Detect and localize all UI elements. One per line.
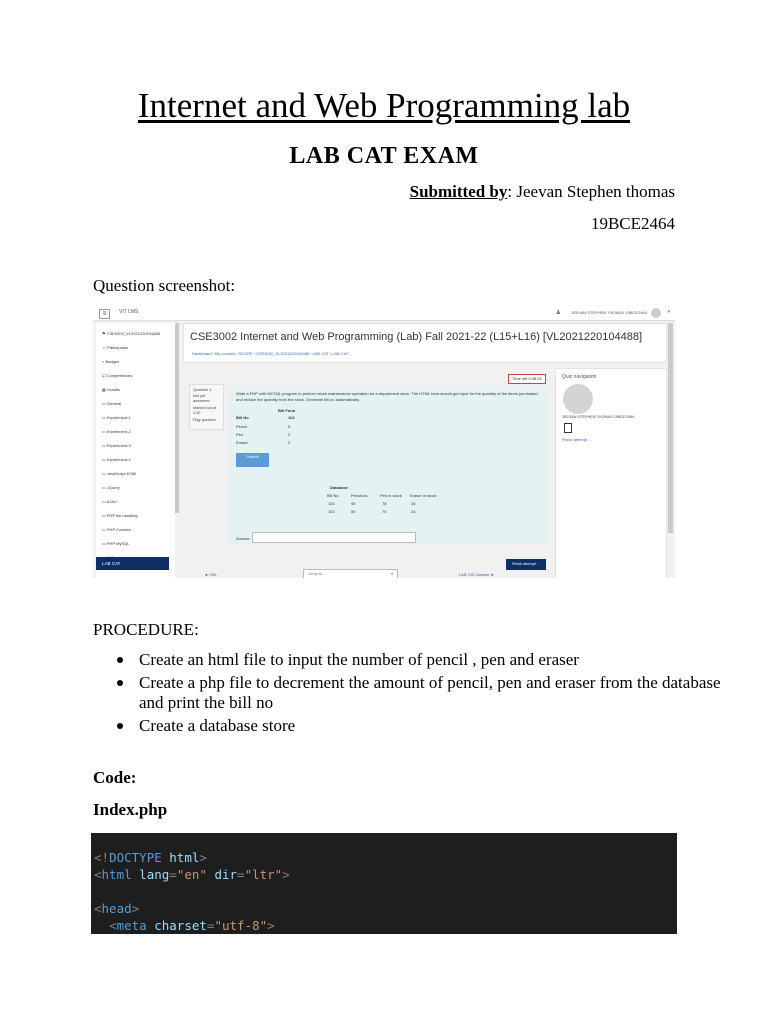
db-header: Penstock (351, 493, 368, 498)
question-state: Not yet (193, 394, 206, 398)
code-block (91, 833, 677, 934)
registration-number: 19BCE2464 (590, 214, 675, 233)
database-title: Database (330, 485, 348, 490)
submit-button: Submit (236, 453, 269, 467)
procedure-heading: PROCEDURE: (93, 620, 199, 639)
procedure-item: Create a php file to decrement the amount of pencil, pen and eraser from the database and print the bill no (139, 673, 739, 713)
code-heading: Code: (93, 768, 137, 787)
chevron-down-icon: ▾ (667, 309, 670, 315)
db-cell: 95 (351, 501, 356, 506)
sidebar-item: ⚑ CSE3002_VL2021220104488 (102, 331, 160, 336)
question-text: Write a PHP with MYSQL program to perform stock maintenance operation for a department store. The HTML form should get input for the quantity of the items purchased and reduce the quantity from the stock. Generate bill no automatically. (236, 391, 538, 402)
procedure-item: Create a database store (139, 716, 739, 736)
question-marks-label: Marked out of (193, 406, 217, 410)
answer-label: Answer: (236, 536, 251, 541)
file-heading: Index.php (93, 800, 168, 819)
bill-form-label: Eraser (236, 440, 248, 445)
question-number: Question 1 (193, 388, 212, 392)
code-line: <!DOCTYPE html> (94, 850, 207, 865)
sidebar-item: ▭ PHP file handling (102, 513, 138, 518)
sidebar-item: ▭ Experiment-4 (102, 457, 131, 462)
bill-form-value: 5 (288, 424, 291, 429)
code-line: <meta charset="utf-8"> (109, 918, 275, 933)
quiz-nav-finish-link: Finish attempt ... (562, 437, 592, 442)
lms-brand: VIT LMS (119, 309, 139, 315)
jump-to-select: Jump to... ▾ (303, 569, 398, 578)
bill-form-label: Pencil (236, 424, 247, 429)
question-marks: 1.00 (193, 411, 201, 415)
sidebar-item: ▭ AJAX (102, 499, 117, 504)
procedure-list (93, 650, 739, 739)
db-cell: 75 (382, 509, 387, 514)
procedure-item: Create an html file to input the number of pencil , pen and eraser (139, 650, 739, 670)
question-screenshot-label: Question screenshot: (93, 276, 236, 295)
db-header: Eraser in stock (410, 493, 437, 498)
user-avatar (651, 308, 661, 318)
lms-screenshot (93, 306, 675, 578)
sidebar-item: ▭ Experiment-1 (102, 415, 131, 420)
course-header (183, 323, 667, 363)
sidebar-item: ▭ General (102, 401, 122, 406)
bill-form-label: Bill No (236, 415, 249, 420)
sidebar-item: ▦ Grades (102, 387, 121, 392)
submitted-by-name: : Jeevan Stephen thomas (507, 182, 675, 201)
bill-form-label: Pen (236, 432, 244, 437)
question-info-box (189, 384, 224, 430)
course-title: CSE3002 Internet and Web Programming (Lab) Fall 2021-22 (L15+L16) [VL2021220104488] (190, 331, 643, 343)
sidebar-item: ▭ Experiment-3 (102, 443, 131, 448)
sidebar-item: ▭ JQuery (102, 485, 120, 490)
sidebar-item: ☺ Participants (102, 345, 129, 350)
sidebar-item: ◐ Badges (102, 359, 120, 364)
quiz-nav-user: JEEVAN STEPHEN THOMAS 19BCE2464 (562, 415, 635, 419)
question-body (230, 386, 546, 544)
bill-form-title: Bill Form (278, 408, 296, 413)
answer-field (252, 532, 416, 543)
db-cell: 101 (328, 501, 335, 506)
submitted-by (410, 182, 675, 202)
db-header: Bill No (327, 493, 339, 498)
quiz-navigation-title: Quiz navigation (562, 374, 597, 380)
document-subtitle: LAB CAT EXAM (289, 143, 479, 169)
bill-form-value: 2 (288, 432, 291, 437)
lms-user-name: JEEVAN STEPHEN THOMAS 19BCE2464 (570, 310, 647, 315)
sidebar-item: ▭ PHP Cookies (102, 527, 131, 532)
main-scrollbar (668, 323, 673, 533)
breadcrumb: Dashboard / My courses / SCOPE / CSE3002_VL2021220104488 / LAB CAT / LAB CAT (192, 351, 349, 356)
sidebar-item: ▭ JavaScript DOM (102, 471, 137, 476)
code-line: <head> (94, 901, 140, 916)
db-header: Pen in stock (380, 493, 402, 498)
quiz-navigation (555, 368, 667, 578)
notification-icon: ♟ (555, 310, 561, 316)
db-cell: 43 (411, 509, 416, 514)
db-cell: 78 (382, 501, 387, 506)
chevron-down-icon: ▾ (390, 571, 393, 576)
flag-question: Flag question (193, 418, 216, 422)
sidebar-scrollbar (175, 323, 179, 513)
sidebar-item: ▭ PHP MySQL (102, 541, 130, 546)
previous-activity-link: ◄ XML (204, 572, 218, 577)
finish-attempt-button: Finish attempt ... (506, 559, 546, 570)
sidebar-item-lab-cat: LAB CAT (96, 557, 169, 570)
document-title: Internet and Web Programming lab (137, 86, 631, 125)
next-activity-link: LAB CAT Answer ► (459, 572, 495, 577)
submitted-by-label: Submitted by (409, 182, 508, 201)
db-cell: 45 (411, 501, 416, 506)
db-cell: 80 (351, 509, 356, 514)
bill-form-value: 2 (288, 440, 291, 445)
lms-sidebar (96, 323, 175, 578)
question-nav-box (564, 423, 572, 433)
db-cell: 102 (328, 509, 335, 514)
avatar (563, 384, 593, 414)
bill-form-value: 102 (288, 415, 295, 420)
sidebar-item: ▭ Experiment-2 (102, 429, 131, 434)
lms-topbar (93, 306, 675, 321)
time-left: Time left 0:38:01 (508, 374, 546, 384)
question-state-2: answered (193, 399, 210, 403)
hamburger-menu-icon: ≡ (99, 309, 110, 319)
code-line: <html lang="en" dir="ltr"> (94, 867, 290, 882)
sidebar-item: ☑ Competencies (102, 373, 133, 378)
